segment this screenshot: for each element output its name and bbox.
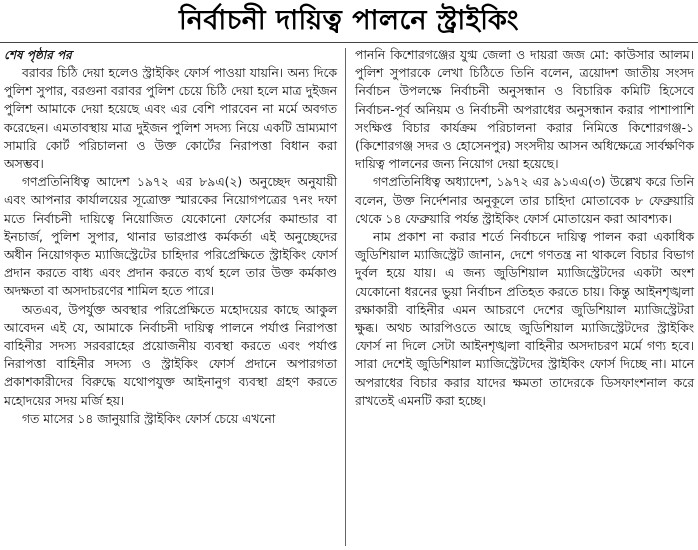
left-paragraph-1: বরাবর চিঠি দেয়া হলেও স্ট্রাইকিং ফোর্স পাওয়া যায়নি। অন্য দিকে পুলিশ সুপার, বরগুনা বরাবর পুলিশ চেয়ে চিঠি দেয়া হলে মাত্র দুইজন পুলিশ আমাকে দেয়া হয়েছে এবং এর বেশি পারবেন না মর্মে অবগত করেছেন। এমতাবস্থায় মাত্র দুইজন পুলিশ সদস্য নিয়ে একটি ভ্রাম্যমাণ সামারি কোর্ট পরিচালনা ও উক্ত কোর্টের নিরাপত্তা বিধান করা অসম্ভব। [4,66,337,172]
left-paragraph-4: গত মাসের ১৪ জানুয়ারি স্ট্রাইকিং ফোর্স চেয়ে এখনো [22,411,276,426]
left-paragraph-2: গণপ্রতিনিধিত্ব আদেশ ১৯৭২ এর ৮৯এ(২) অনুচ্ছেদ অনুযায়ী এবং আপনার কার্যালয়ের সূত্রোক্ত স্মারকের নিয়োগপত্রের ৭নং দফা মতে নির্বাচনী দায়িত্বে নিয়োজিত যেকোনো ফোর্সের কমান্ডার বা ইনচার্জ, পুলিশ সুপার, থানার ভারপ্রাপ্ত কর্মকর্তা এই অনুচ্ছেদের অধীন নিয়োগকৃত ম্যাজিস্ট্রেটের চাহিদার পরিপ্রেক্ষিতে স্ট্রাইকিং ফোর্স প্রদান করতে বাধ্য এবং প্রদান করতে ব্যর্থ হলে তার উক্ত কর্মকাণ্ড অদক্ষতা বা অসদাচরণের শামিল হতে পারে। [4,175,337,299]
left-paragraph-3: অতএব, উপর্যুক্ত অবস্থার পরিপ্রেক্ষিতে মহোদয়ের কাছে আকুল আবেদন এই যে, আমাকে নির্বাচনী দায়িত্ব পালনে পর্যাপ্ত নিরাপত্তা বাহিনীর সদস্য সরবরাহের প্রয়োজনীয় ব্যবস্থা করতে এবং পর্যাপ্ত নিরাপত্তা বাহিনীর সদস্য ও স্ট্রাইকিং ফোর্স প্রদানে অপারগতা প্রকাশকারীদের বিরুদ্ধে যথোপযুক্ত আইনানুগ ব্যবস্থা গ্রহণ করতে মহোদয়ের সদয় মর্জি হয়। [4,302,337,408]
right-paragraph-1: পাননি কিশোরগঞ্জের যুগ্ম জেলা ও দায়রা জজ মো: কাউসার আলম। পুলিশ সুপারকে লেখা চিঠিতে তিনি বলেন, ত্রয়োদশ জাতীয় সংসদ নির্বাচন উপলক্ষে নির্বাচনী অনুসন্ধান ও বিচারিক কমিটি হিসেবে নির্বাচন-পূর্ব অনিয়ম ও নির্বাচনী অপরাধের অনুসন্ধান করার পাশাপাশি সংক্ষিপ্ত বিচার কার্যক্রম পরিচালনা করার নিমিত্তে কিশোরগঞ্জ-১ (কিশোরগঞ্জ সদর ও হোসেনপুর) সংসদীয় আসন অধিক্ষেত্রে সার্বক্ষণিক দায়িত্ব পালনের জন্য নিয়োগ দেয়া হয়েছে। [355,48,694,172]
right-paragraph-2: গণপ্রতিনিধিত্ব অধ্যাদেশ, ১৯৭২ এর ৯১এএ(৩) উল্লেখ করে তিনি বলেন, উক্ত নির্দেশনার অনুকূলে তার চাহিদা মোতাবেক ৮ ফেব্রুয়ারি থেকে ১৪ ফেব্রুয়ারি পর্যন্ত স্ট্রাইকিং ফোর্স মোতায়েন করা আবশ্যক। [355,175,694,226]
continued-from-label: শেষ পৃষ্ঠার পর [4,48,72,62]
column-divider [345,48,346,546]
left-column [4,46,343,428]
right-paragraph-3: নাম প্রকাশ না করার শর্তে নির্বাচনে দায়িত্ব পালন করা একাধিক জুডিশিয়াল ম্যাজিস্ট্রেট জানান, দেশে গণতন্ত্র না থাকলে বিচার বিভাগ দুর্বল হয়ে যায়। এ জন্য জুডিশিয়াল ম্যাজিস্ট্রেটদের একটা অংশ যেকোনো ধরনের ভুয়া নির্বাচন প্রতিহত করতে চায়। কিন্তু আইনশৃঙ্খলা রক্ষাকারী বাহিনীর এমন আচরণে দেশের জুডিশিয়াল ম্যাজিস্ট্রেটরা ক্ষুব্ধ। অথচ আরপিওতে আছে জুডিশিয়াল ম্যাজিস্ট্রেটদের স্ট্রাইকিং ফোর্স না দিলে সেটা আইনশৃঙ্খলা বাহিনীর অসদাচরণ মর্মে গণ্য হবে। সারা দেশেই জুডিশিয়াল ম্যাজিস্ট্রেটদের স্ট্রাইকিং ফোর্স দিচ্ছে না। মানে অপরাধের বিচার করার যাদের ক্ষমতা তাদেরকে ডিসফাংশনাল করে রাখতেই এমনটি করা হচ্ছে। [355,230,694,408]
headline: নির্বাচনী দায়িত্ব পালনে স্ট্রাইকিং [179,5,519,36]
headline-rule [0,42,698,43]
right-column [349,46,694,410]
